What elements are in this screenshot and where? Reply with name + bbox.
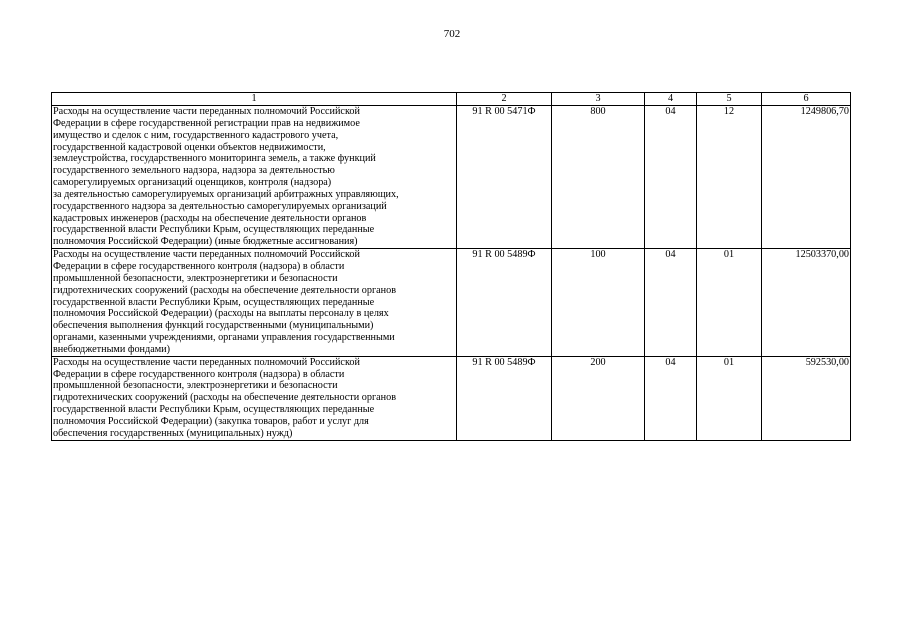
subsection-code: 01 bbox=[697, 356, 762, 440]
expense-type-code: 100 bbox=[552, 249, 645, 357]
section-code: 04 bbox=[645, 356, 697, 440]
section-code: 04 bbox=[645, 106, 697, 249]
budget-table bbox=[51, 92, 851, 441]
subsection-code: 12 bbox=[697, 106, 762, 249]
target-article-code: 91 R 00 5471Ф bbox=[457, 106, 552, 249]
amount: 12503370,00 bbox=[762, 249, 851, 357]
target-article-code: 91 R 00 5489Ф bbox=[457, 356, 552, 440]
column-header: 3 bbox=[552, 93, 645, 106]
amount: 1249806,70 bbox=[762, 106, 851, 249]
column-header: 6 bbox=[762, 93, 851, 106]
expense-description: Расходы на осуществление части переданных полномочий Российской Федерации в сфере государственного контроля (надзора) в области промышленной безопасности, электроэнергетики и безопасности гидротехнических сооружений (расходы на обеспечение деятельности органов государственной власти Республики Крым, осуществляющих переданные полномочия Российской Федерации) (закупка товаров, работ и услуг для обеспечения государственных (муниципальных) нужд) bbox=[52, 356, 457, 440]
page-number: 702 bbox=[443, 28, 461, 40]
column-header: 1 bbox=[52, 93, 457, 106]
expense-type-code: 800 bbox=[552, 106, 645, 249]
section-code: 04 bbox=[645, 249, 697, 357]
table-row bbox=[52, 356, 851, 440]
table-row bbox=[52, 249, 851, 357]
expense-description: Расходы на осуществление части переданных полномочий Российской Федерации в сфере государственной регистрации прав на недвижимое имущество и сделок с ним, государственного кадастрового учета, государственной кадастровой оценки объектов недвижимости, землеустройства, государственного мониторинга земель, а также функций государственного земельного надзора, надзора за деятельностью саморегулируемых организаций оценщиков, контроля (надзора) за деятельностью саморегулируемых организаций арбитражных управляющих, государственного надзора за деятельностью саморегулируемых организаций кадастровых инженеров (расходы на обеспечение деятельности органов государственной власти Республики Крым, осуществляющих переданные полномочия Российской Федерации) (иные бюджетные ассигнования) bbox=[52, 106, 457, 249]
column-header: 4 bbox=[645, 93, 697, 106]
column-header: 5 bbox=[697, 93, 762, 106]
subsection-code: 01 bbox=[697, 249, 762, 357]
amount: 592530,00 bbox=[762, 356, 851, 440]
table-row bbox=[52, 106, 851, 249]
expense-type-code: 200 bbox=[552, 356, 645, 440]
target-article-code: 91 R 00 5489Ф bbox=[457, 249, 552, 357]
header-row bbox=[52, 93, 851, 106]
column-header: 2 bbox=[457, 93, 552, 106]
expense-description: Расходы на осуществление части переданных полномочий Российской Федерации в сфере государственного контроля (надзора) в области промышленной безопасности, электроэнергетики и безопасности гидротехнических сооружений (расходы на обеспечение деятельности органов государственной власти Республики Крым, осуществляющих переданные полномочия Российской Федерации) (расходы на выплаты персоналу в целях обеспечения выполнения функций государственными (муниципальными) органами, казенными учреждениями, органами управления государственными внебюджетными фондами) bbox=[52, 249, 457, 357]
